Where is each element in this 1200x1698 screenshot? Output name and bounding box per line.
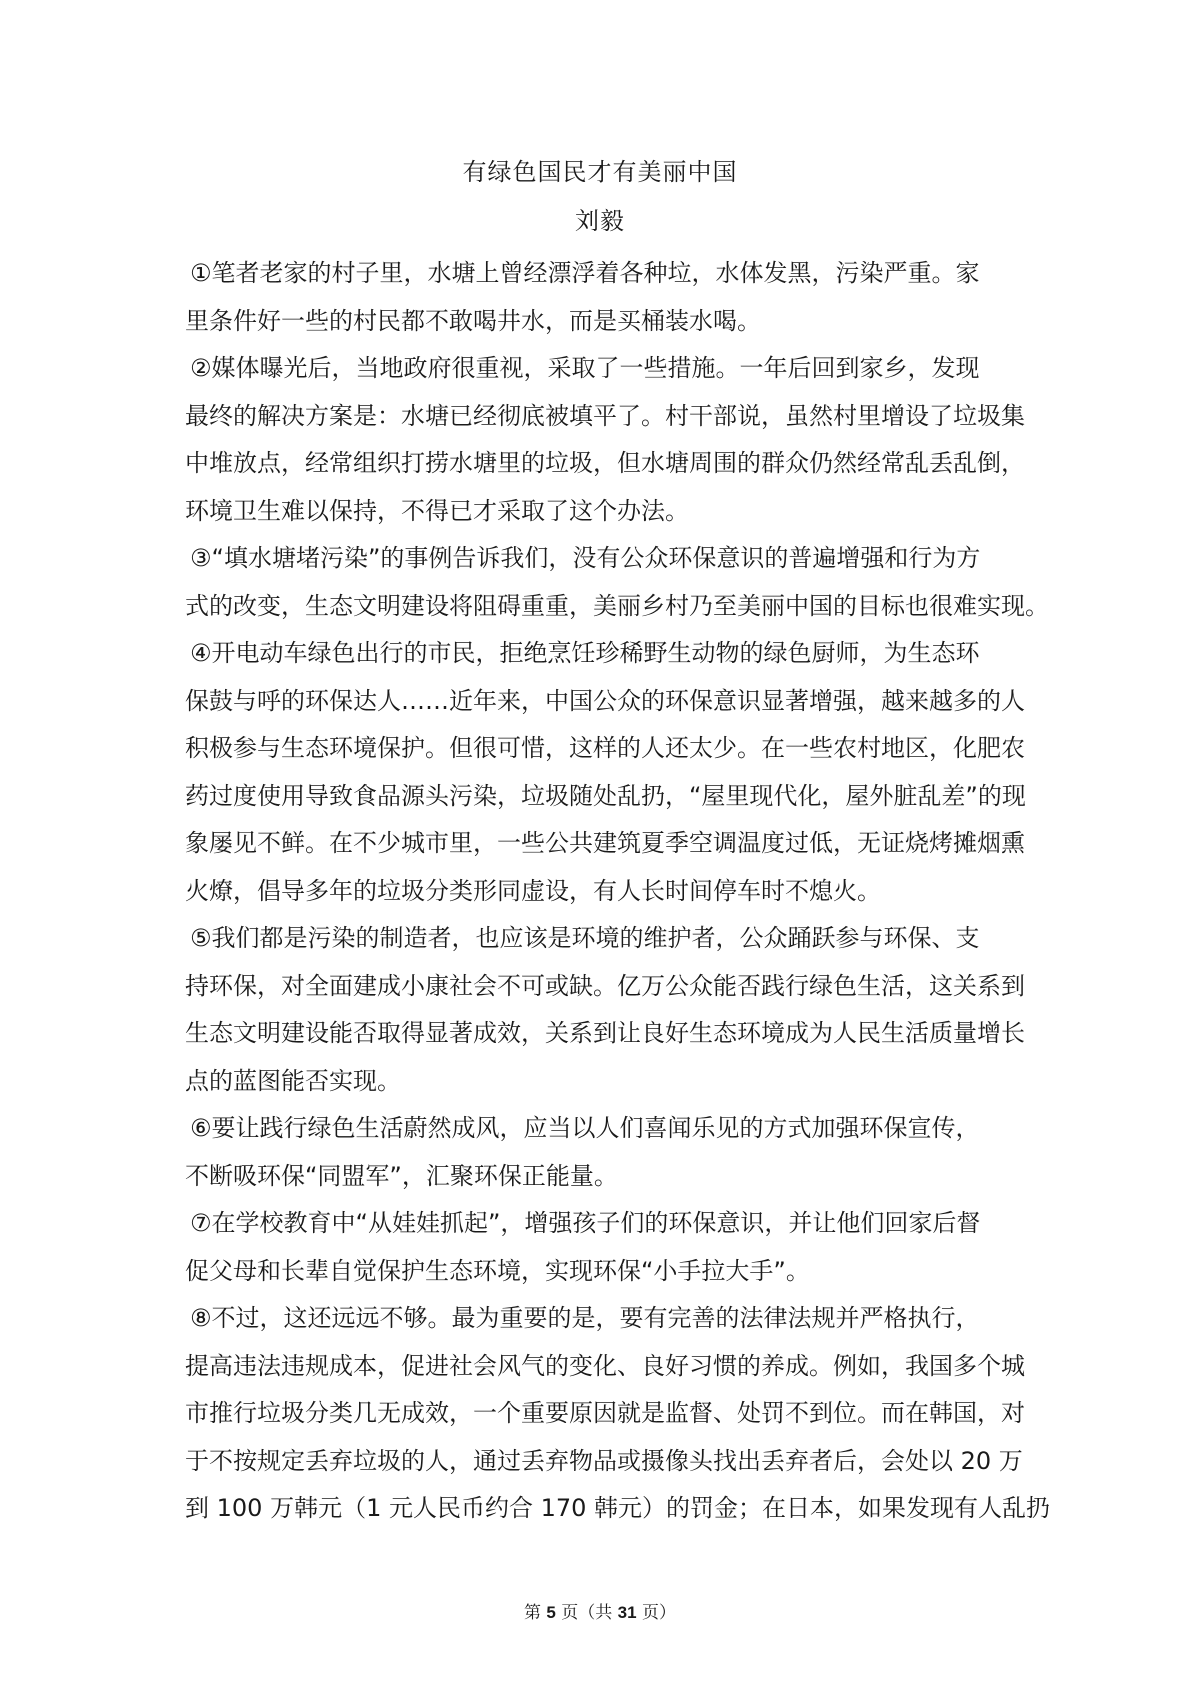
- paragraph-line: 最终的解决方案是：水塘已经彻底被填平了。村干部说，虽然村里增设了垃圾集: [185, 401, 1025, 430]
- paragraph-7: [185, 1200, 1025, 1295]
- paragraph-8: [185, 1295, 1051, 1533]
- article-body: [185, 250, 1051, 1533]
- paragraph-line: 积极参与生态环境保护。但很可惜，这样的人还太少。在一些农村地区，化肥农: [185, 734, 1025, 762]
- paragraph-line: 象屡见不鲜。在不少城市里，一些公共建筑夏季空调温度过低，无证烧烤摊烟熏: [185, 829, 1025, 857]
- paragraph-line: ⑦在学校教育中“从娃娃抓起”，增强孩子们的环保意识，并让他们回家后督: [190, 1209, 981, 1237]
- paragraph-4: [185, 630, 1025, 915]
- paragraph-line: 提高违法违规成本，促进社会风气的变化、良好习惯的养成。例如，我国多个城: [185, 1351, 1025, 1380]
- paragraph-line: ①笔者老家的村子里，水塘上曾经漂浮着各种垃，水体发黑，污染严重。家: [190, 259, 980, 287]
- paragraph-line: 火燎，倡导多年的垃圾分类形同虚设，有人长时间停车时不熄火。: [185, 876, 881, 905]
- paragraph-line: ⑤我们都是污染的制造者，也应该是环境的维护者，公众踊跃参与环保、支: [190, 924, 980, 952]
- paragraph-line: 药过度使用导致食品源头污染，垃圾随处乱扔，“屋里现代化，屋外脏乱差”的现: [185, 781, 1026, 810]
- page-footer: [0, 1601, 1200, 1625]
- paragraph-3: [185, 535, 1049, 630]
- paragraph-line: 持环保，对全面建成小康社会不可或缺。亿万公众能否践行绿色生活，这关系到: [185, 971, 1025, 1000]
- paragraph-2: [185, 345, 1025, 535]
- article-author: 刘毅: [575, 207, 625, 235]
- paragraph-line: 点的蓝图能否实现。: [185, 1066, 401, 1095]
- paragraph-line: 环境卫生难以保持，不得已才采取了这个办法。: [185, 496, 689, 525]
- footer-suffix: 页）: [642, 1603, 676, 1623]
- paragraph-line: ④开电动车绿色出行的市民，拒绝烹饪珍稀野生动物的绿色厨师，为生态环: [190, 639, 980, 667]
- paragraph-line: 促父母和长辈自觉保护生态环境，实现环保“小手拉大手”。: [185, 1256, 810, 1285]
- paragraph-line: 里条件好一些的村民都不敢喝井水，而是买桶装水喝。: [185, 306, 761, 335]
- paragraph-line: ⑥要让践行绿色生活蔚然成风，应当以人们喜闻乐见的方式加强环保宣传，: [190, 1114, 980, 1142]
- paragraph-line: 于不按规定丢弃垃圾的人，通过丢弃物品或摄像头找出丢弃者后，会处以 20 万: [185, 1446, 1023, 1475]
- paragraph-1: [185, 250, 1025, 345]
- paragraph-line: 生态文明建设能否取得显著成效，关系到让良好生态环境成为人民生活质量增长: [185, 1019, 1025, 1047]
- paragraph-line: ③“填水塘堵污染”的事例告诉我们，没有公众环保意识的普遍增强和行为方: [190, 544, 981, 572]
- paragraph-line: 到 100 万韩元（1 元人民币约合 170 韩元）的罚金；在日本，如果发现有人乱扔: [185, 1494, 1051, 1522]
- paragraph-6: [185, 1105, 1025, 1200]
- paragraph-line: 中堆放点，经常组织打捞水塘里的垃圾，但水塘周围的群众仍然经常乱丢乱倒，: [185, 449, 1025, 477]
- paragraph-line: 市推行垃圾分类几无成效，一个重要原因就是监督、处罚不到位。而在韩国，对: [185, 1399, 1025, 1427]
- footer-prefix: 第: [523, 1603, 541, 1623]
- paragraph-line: 式的改变，生态文明建设将阻碍重重，美丽乡村乃至美丽中国的目标也很难实现。: [185, 591, 1049, 620]
- paragraph-line: ⑧不过，这还远远不够。最为重要的是，要有完善的法律法规并严格执行，: [190, 1304, 980, 1332]
- paragraph-line: ②媒体曝光后，当地政府很重视，采取了一些措施。一年后回到家乡，发现: [190, 354, 980, 382]
- footer-total-pages: 31: [617, 1603, 637, 1622]
- footer-middle: 页（共: [561, 1603, 613, 1623]
- article-title: 有绿色国民才有美丽中国: [462, 158, 738, 186]
- paragraph-5: [185, 915, 1025, 1105]
- footer-page-number: 5: [546, 1603, 556, 1622]
- paragraph-line: 不断吸环保“同盟军”，汇聚环保正能量。: [185, 1161, 618, 1190]
- paragraph-line: 保鼓与呼的环保达人……近年来，中国公众的环保意识显著增强，越来越多的人: [185, 686, 1025, 715]
